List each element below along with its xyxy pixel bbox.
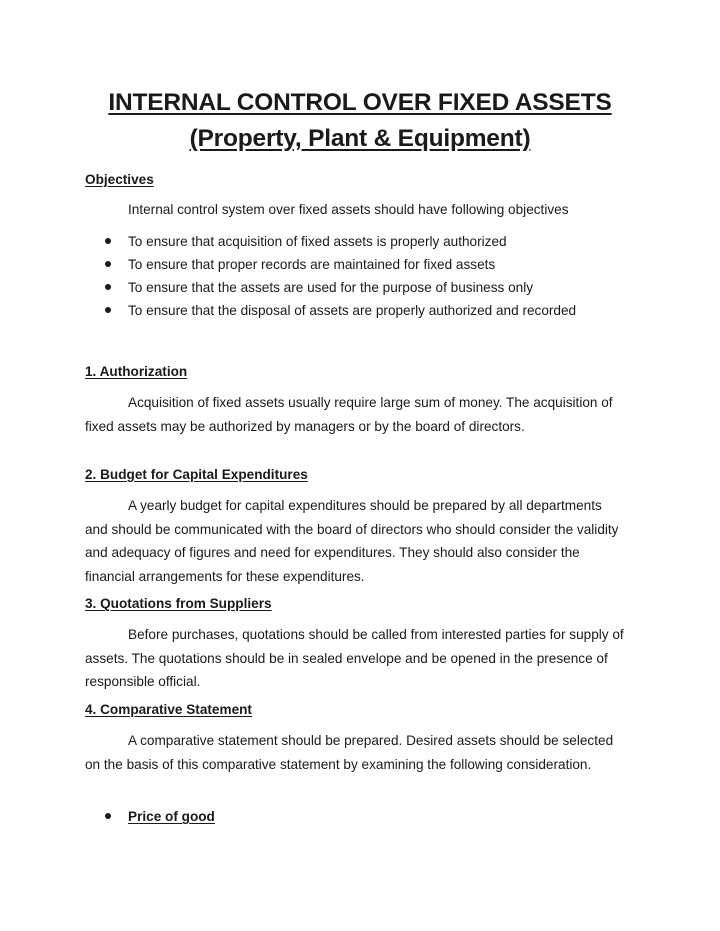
bullet-icon — [105, 238, 111, 244]
list-item: Price of good — [105, 805, 215, 828]
considerations-list — [105, 805, 215, 828]
document-subtitle: (Property, Plant & Equipment) — [189, 125, 531, 152]
section-body-authorization: Acquisition of fixed assets usually require large sum of money. The acquisition of fixed assets may be authorized by managers or by the board of directors. — [85, 395, 613, 434]
section-heading-quotations: 3. Quotations from Suppliers — [85, 596, 272, 611]
section-heading-budget: 2. Budget for Capital Expenditures — [85, 467, 308, 482]
list-item: To ensure that the assets are used for the purpose of business only — [105, 276, 576, 299]
objectives-intro: Internal control system over fixed assets should have following objectives — [128, 202, 569, 217]
list-item: To ensure that proper records are maintained for fixed assets — [105, 253, 576, 276]
section-body-quotations: Before purchases, quotations should be called from interested parties for supply of assets. The quotations should be in sealed envelope and be opened in the presence of responsible official. — [85, 627, 624, 689]
document-title: INTERNAL CONTROL OVER FIXED ASSETS — [108, 89, 612, 116]
section-body-comparative: A comparative statement should be prepared. Desired assets should be selected on the basis of this comparative statement by examining the following consideration. — [85, 733, 614, 772]
list-item: To ensure that acquisition of fixed assets is properly authorized — [105, 230, 576, 253]
section-body-budget: A yearly budget for capital expenditures should be prepared by all departments and should be communicated with the board of directors who should consider the validity and adequacy of figures and need for expenditures. They should also consider the financial arrangements for these expenditures. — [85, 498, 619, 584]
bullet-icon — [105, 261, 111, 267]
bullet-icon — [105, 813, 111, 819]
objectives-heading: Objectives — [85, 172, 154, 187]
bullet-icon — [105, 307, 111, 313]
section-heading-comparative: 4. Comparative Statement — [85, 702, 252, 717]
bullet-icon — [105, 284, 111, 290]
section-heading-authorization: 1. Authorization — [85, 364, 188, 379]
objectives-list — [105, 230, 576, 322]
list-item: To ensure that the disposal of assets are properly authorized and recorded — [105, 299, 576, 322]
